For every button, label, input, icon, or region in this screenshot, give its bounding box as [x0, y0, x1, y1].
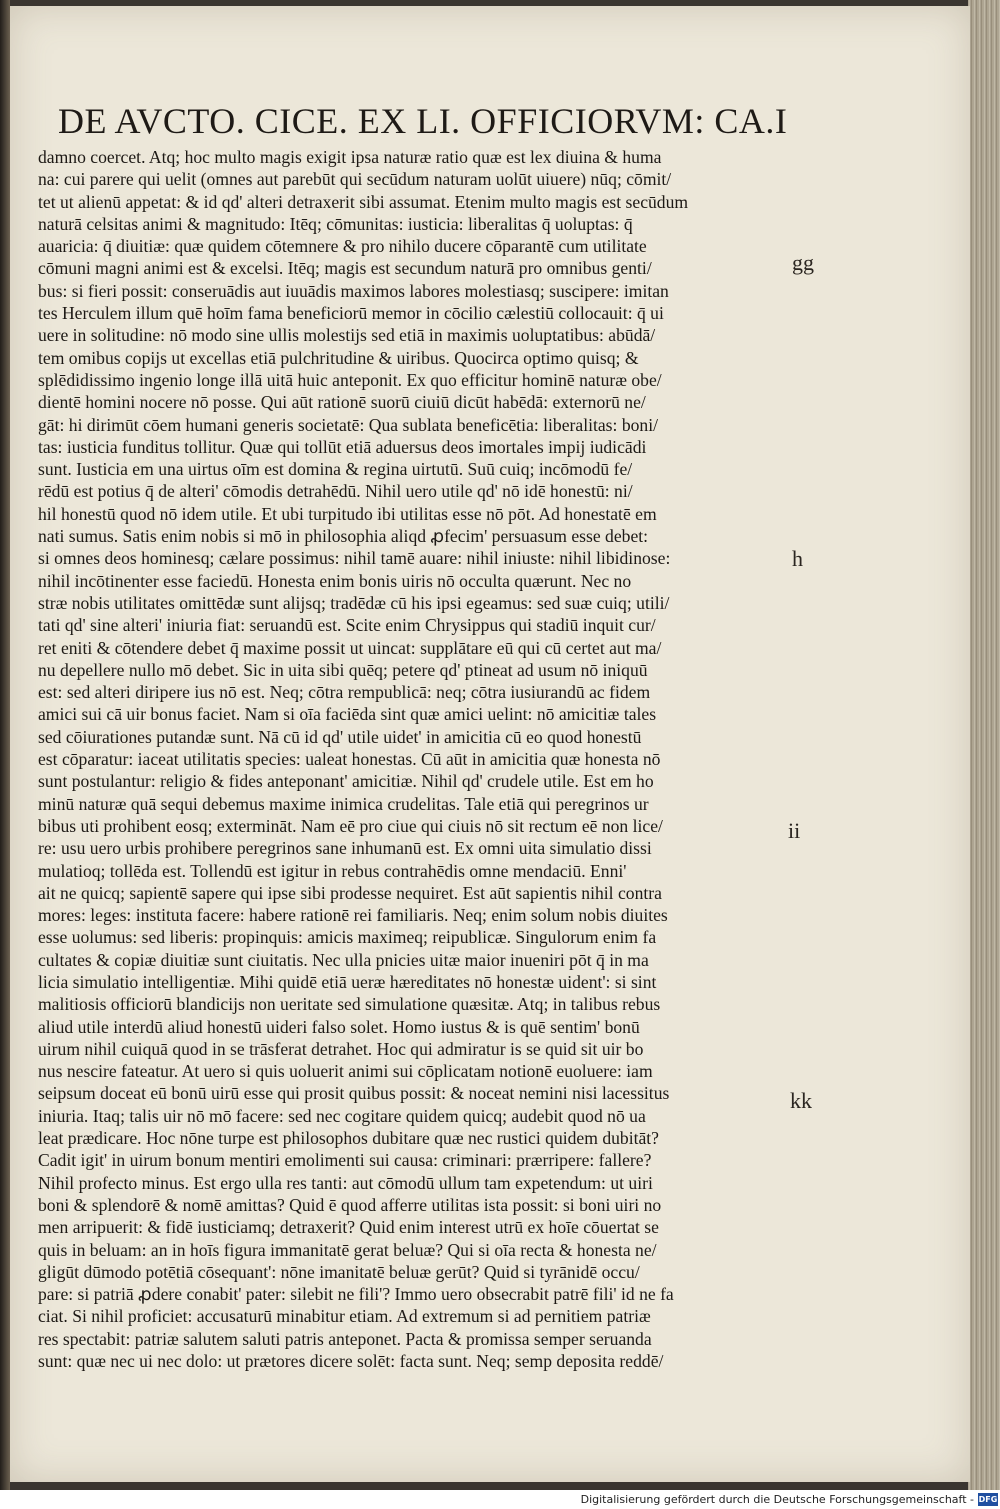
- text-line: nihil incōtinenter esse faciedū. Honesta enim bonis uiris nō occulta quærunt. Nec no: [38, 570, 632, 591]
- funding-credit: Digitalisierung gefördert durch die Deutsche Forschungsgemeinschaft -: [580, 1493, 974, 1506]
- text-line: rēdū est potius q̄ de alteri' cōmodis detrahēdū. Nihil uero utile qd' nō idē honestū: ni/: [38, 481, 633, 502]
- text-line: sunt. Iusticia em una uirtus oīm est domina & regina uirtutū. Suū cuiq; incōmodū fe/: [38, 459, 633, 480]
- text-line: licia simulatio intelligentiæ. Mihi quidē etiā ueræ hæreditates nō honestæ uident': si sint: [38, 971, 657, 992]
- book-page: [10, 6, 970, 1482]
- text-line: nati sumus. Satis enim nobis si mō in philosophia aliqd ꝓfecim' persuasum esse debet:: [38, 526, 649, 547]
- text-line: tati qd' sine alteri' iniuria fiat: seruandū est. Scite enim Chrysippus qui stadiū inquit cur/: [38, 615, 656, 636]
- text-line: est: sed alteri diripere ius nō est. Neq; cōtra rempublicā: neq; cōtra iusiurandū ac fidem: [38, 682, 651, 703]
- text-line: cōmuni magni animi est & excelsi. Itēq; magis est secundum naturā pro omnibus genti/: [38, 258, 652, 279]
- text-line: gāt: hi dirimūt cōem humani generis societatē: Qua sublata beneficētia: liberalitas: boni/: [38, 414, 658, 435]
- page-stack-edge: [968, 0, 1000, 1490]
- text-line: quis in beluam: an in hoīs figura immanitatē gerat beluæ? Qui si oīa recta & honesta ne/: [38, 1239, 657, 1260]
- text-line: na: cui parere qui uelit (omnes aut parebūt qui secūdum naturam uolūt uiuere) nūq; cōmit/: [38, 169, 672, 190]
- text-line: sed cōiurationes putandæ sunt. Nā cū id qd' utile uidet' in amicitia cū eo quod honestū: [38, 726, 642, 747]
- text-line: esse uolumus: sed liberis: propinquis: amicis maximeq; reipublicæ. Singulorum enim fa: [38, 927, 657, 948]
- text-line: seipsum doceat eū bonū uirū esse qui prosit quibus possit: & noceat nemini nisi lacessitus: [38, 1083, 670, 1104]
- signature-mark-kk: kk: [790, 1088, 812, 1113]
- text-line: tem omibus copijs ut excellas etiā pulchritudine & uiribus. Quocirca optimo quisq; &: [38, 347, 639, 368]
- text-line: aliud utile interdū aliud honestū uideri falso solet. Homo iustus & is quē sentim' bonū: [38, 1016, 640, 1037]
- text-line: ret eniti & cōtendere debet q̄ maxime possit ut uincat: supplātare eū qui cū certet aut ma/: [38, 637, 662, 658]
- text-line: naturā celsitas animi & magnitudo: Itēq; cōmunitas: iusticia: liberalitas q̄ uoluptas: q̄: [38, 213, 633, 234]
- text-line: re: usu uero urbis prohibere peregrinos sane inhumanū est. Ex omni uita simulatio dissi: [38, 838, 652, 859]
- signature-mark-gg: gg: [792, 250, 814, 275]
- text-line: dientē homini nocere nō posse. Qui aūt rationē suorū ciuiū dicūt habēdā: externorū ne/: [38, 392, 646, 413]
- running-header: DE AVCTO. CICE. EX LI. OFFICIORVM: CA.I: [58, 101, 788, 141]
- text-line: auaricia: q̄ diuitiæ: quæ quidem cōtemnere & pro nihilo ducere cōparantē cum utilitate: [38, 236, 647, 257]
- text-line: nus nescire fateatur. At uero si quis uoluerit animi sui cōplicatam notionē euoluere: iam: [38, 1061, 653, 1082]
- text-line: uirum nihil cuiquā quod in se trāsferat detrahet. Hoc qui admiratur is se quid sit uir bo: [38, 1038, 644, 1059]
- text-line: minū naturæ quā sequi debemus maxime inimica crudelitas. Tale etiā qui peregrinos ur: [38, 793, 649, 814]
- text-line: nu depellere nullo mō debet. Sic in uita sibi quēq; petere qd' ptineat ad usum nō iniquū: [38, 659, 648, 680]
- text-line: mores: leges: instituta facere: habere rationē rei familiaris. Neq; enim solum nobis diuites: [38, 905, 668, 926]
- body-text: [38, 146, 778, 1372]
- text-line: Cadit igit' in uirum bonum mentiri emolimenti sui causa: criminari: prærripere: fallere?: [38, 1150, 652, 1171]
- text-line: sunt postulantur: religio & fides anteponant' amicitiæ. Nihil qd' crudele utile. Est em ho: [38, 771, 654, 792]
- text-line: stræ nobis utilitates omittēdæ sunt alijsq; tradēdæ cū his ipsi egeamus: sed suæ cuiq; utili/: [38, 592, 670, 613]
- text-line: leat prædicare. Hoc nōne turpe est philosophos dubitare quæ nec rustici quidem dubitāt?: [38, 1128, 659, 1149]
- text-line: splēdidissimo ingenio longe illā uitā huic anteponit. Ex quo efficitur hominē naturæ obe/: [38, 369, 662, 390]
- text-line: est cōparatur: iaceat utilitatis species: ualeat honestas. Cū aūt in amicitia quæ honesta nō: [38, 749, 661, 770]
- text-line: si omnes deos hominesq; cælare possimus: nihil tamē auare: nihil iniuste: nihil libidinose:: [38, 548, 671, 569]
- text-line: amici sui cā uir bonus faciet. Nam si oīa faciēda sint quæ amici uelint: nō amicitiæ tales: [38, 704, 657, 725]
- signature-mark-ii: ii: [788, 818, 801, 843]
- text-line: bibus uti prohibent eosq; extermināt. Nam eē pro ciue qui ciuis nō sit rectum eē non lice/: [38, 815, 663, 836]
- book-spine-edge: [0, 0, 10, 1490]
- text-line: cultates & copiæ diuitiæ sunt ciuitatis. Nec ulla pnicies uitæ maior inueniri pōt q̄ in ma: [38, 949, 649, 970]
- text-line: pare: si patriā ꝓdere conabit' pater: silebit ne fili'? Immo uero obsecrabit patrē fili' id ne fa: [38, 1284, 674, 1305]
- text-line: hil honestū quod nō idem utile. Et ubi turpitudo ibi utilitas esse nō pōt. Ad honestatē em: [38, 503, 657, 524]
- text-line: boni & splendorē & nomē amittas? Quid ē quod afferre utilitas ista possit: si boni uiri no: [38, 1194, 662, 1215]
- text-line: Nihil profecto minus. Est ergo ulla res tanti: aut cōmodū ullum tam expetendum: ut uiri: [38, 1172, 653, 1193]
- text-line: mulatioq; tollēda est. Tollendū est igitur in rebus contrahēdis omne mendaciū. Enni': [38, 860, 627, 881]
- text-line: ait ne quicq; sapientē sapere qui ipse sibi prodesse nequiret. Est aūt sapientis nihil contra: [38, 882, 662, 903]
- text-line: sunt: quæ nec ui nec dolo: ut prætores dicere solēt: facta sunt. Neq; semp deposita reddē/: [38, 1351, 664, 1372]
- digitization-footer: [0, 1490, 1000, 1509]
- text-line: gligūt dūmodo potētiā cōsequant': nōne imanitatē beluæ gerūt? Quid si tyrānidē occu/: [38, 1261, 640, 1282]
- dfg-logo-icon: DFG: [978, 1495, 998, 1504]
- text-line: bus: si fieri possit: conseruādis aut iuuādis maximos labores molestiasq; suscipere: imitan: [38, 280, 669, 301]
- text-line: res spectabit: patriæ salutem saluti patris anteponet. Pacta & promissa semper seruanda: [38, 1328, 652, 1349]
- text-line: malitiosis officiorū blandicijs non ueritate sed simulatione quæsitæ. Atq; in talibus rebus: [38, 994, 661, 1015]
- text-line: men arripuerit: & fidē iusticiamq; detraxerit? Quid enim interest utrū ex hoīe cōuertat se: [38, 1217, 659, 1238]
- text-line: tes Herculem illum quē hoīm fama beneficiorū memor in cōcilio cælestiū collocauit: q̄ ui: [38, 303, 664, 324]
- text-line: tas: iusticia funditus tollitur. Quæ qui tollūt etiā aduersus deos imortales impij iudicādi: [38, 436, 647, 457]
- text-line: uere in solitudine: nō modo sine ullis molestijs sed etiā in maximis uoluptatibus: abūdā/: [38, 325, 656, 346]
- signature-mark-h: h: [792, 546, 803, 571]
- text-line: tet ut alienū appetat: & id qd' alteri detraxerit sibi assumat. Etenim multo magis est secūdum: [38, 191, 689, 212]
- text-line: damno coercet. Atq; hoc multo magis exigit ipsa naturæ ratio quæ est lex diuina & huma: [38, 147, 662, 167]
- text-line: iniuria. Itaq; talis uir nō mō facere: sed nec cogitare quidem quicq; audebit quod nō ua: [38, 1105, 646, 1126]
- text-line: ciat. Si nihil proficiet: accusaturū minabitur etiam. Ad extremum si ad pernitiem patriæ: [38, 1306, 651, 1327]
